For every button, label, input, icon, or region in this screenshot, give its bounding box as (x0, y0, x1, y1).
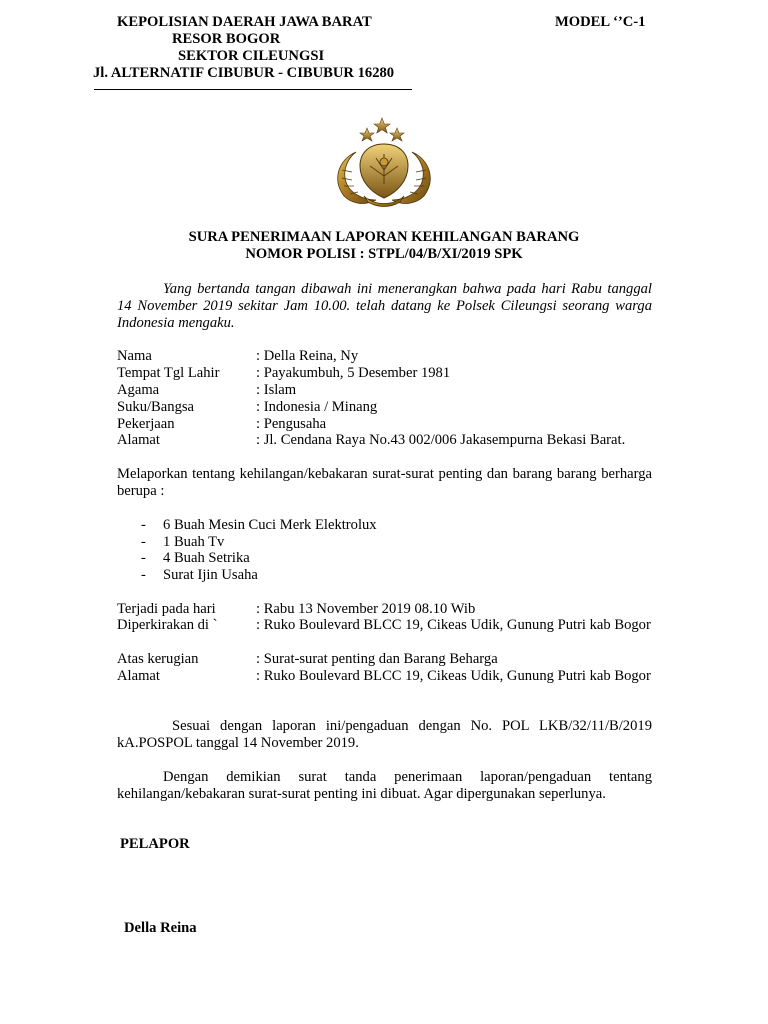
intro-paragraph: Yang bertanda tangan dibawah ini menerangkan bahwa pada hari Rabu tanggal 14 November 2019 sekitar Jam 10.00. telah datang ke Polsek Cileungsi seorang warga Indonesia mengaku. (117, 281, 652, 331)
identity-row-religion (117, 382, 657, 399)
identity-value: : Della Reina, Ny (256, 348, 359, 364)
identity-value: : Jl. Cendana Raya No.43 002/006 Jakasempurna Bekasi Barat. (256, 432, 626, 448)
identity-row-birth (117, 365, 657, 382)
title-line-2: NOMOR POLISI : STPL/04/B/XI/2019 SPK (245, 246, 523, 262)
incident-value: : Surat-surat penting dan Barang Beharga (256, 651, 498, 667)
list-item-text: 1 Buah Tv (163, 534, 225, 550)
signature-label: PELAPOR (120, 836, 190, 852)
header-line-3: SEKTOR CILEUNGSI (178, 48, 325, 64)
identity-row-ethnicity (117, 399, 657, 416)
identity-label: Suku/Bangsa (117, 399, 195, 415)
list-bullet: - (141, 517, 146, 533)
title-line-1: SURA PENERIMAAN LAPORAN KEHILANGAN BARANG (188, 229, 580, 245)
identity-label: Nama (117, 348, 152, 364)
header-line-1: KEPOLISIAN DAERAH JAWA BARAT (117, 14, 372, 30)
police-emblem-icon (330, 114, 438, 210)
list-bullet: - (141, 534, 146, 550)
list-bullet: - (141, 567, 146, 583)
identity-value: : Payakumbuh, 5 Desember 1981 (256, 365, 451, 381)
incident-label: Alamat (117, 668, 160, 684)
list-item-text: Surat Ijin Usaha (163, 567, 258, 583)
list-item-text: 4 Buah Setrika (163, 550, 250, 566)
incident-row-location (117, 617, 657, 651)
incident-row-address (117, 668, 657, 702)
identity-label: Tempat Tgl Lahir (117, 365, 220, 381)
identity-label: Alamat (117, 432, 160, 448)
incident-row-loss (117, 651, 657, 668)
incident-label: Terjadi pada hari (117, 601, 216, 617)
header-line-2: RESOR BOGOR (172, 31, 281, 47)
identity-row-occupation (117, 416, 657, 433)
identity-label: Pekerjaan (117, 416, 175, 432)
incident-value: : Rabu 13 November 2019 08.10 Wib (256, 601, 476, 617)
incident-label: Diperkirakan di ` (117, 617, 218, 633)
identity-value: : Pengusaha (256, 416, 327, 432)
list-item-text: 6 Buah Mesin Cuci Merk Elektrolux (163, 517, 377, 533)
identity-row-name (117, 348, 657, 365)
incident-label: Atas kerugian (117, 651, 199, 667)
list-bullet: - (141, 550, 146, 566)
identity-row-address (117, 432, 657, 449)
incident-value: : Ruko Boulevard BLCC 19, Cikeas Udik, Gunung Putri kab Bogor (256, 617, 651, 633)
identity-value: : Indonesia / Minang (256, 399, 378, 415)
header-line-4: Jl. ALTERNATIF CIBUBUR - CIBUBUR 16280 (93, 65, 395, 81)
signature-name: Della Reina (124, 920, 197, 936)
report-intro: Melaporkan tentang kehilangan/kebakaran surat-surat penting dan barang barang berharga berupa : (117, 466, 652, 499)
header-divider (94, 89, 412, 90)
incident-value: : Ruko Boulevard BLCC 19, Cikeas Udik, Gunung Putri kab Bogor (256, 668, 651, 684)
incident-row-day (117, 601, 657, 618)
closing-paragraph: Dengan demikian surat tanda penerimaan laporan/pengaduan tentang kehilangan/kebakaran surat-surat penting ini dibuat. Agar dipergunakan seperlunya. (117, 769, 652, 802)
document-title (0, 229, 768, 246)
identity-value: : Islam (256, 382, 297, 398)
identity-label: Agama (117, 382, 160, 398)
document-number (0, 246, 768, 263)
model-label: MODEL ‘’C-1 (555, 14, 646, 30)
report-reference-paragraph: Sesuai dengan laporan ini/pengaduan dengan No. POL LKB/32/11/B/2019 kA.POSPOL tanggal 14 November 2019. (117, 718, 652, 751)
